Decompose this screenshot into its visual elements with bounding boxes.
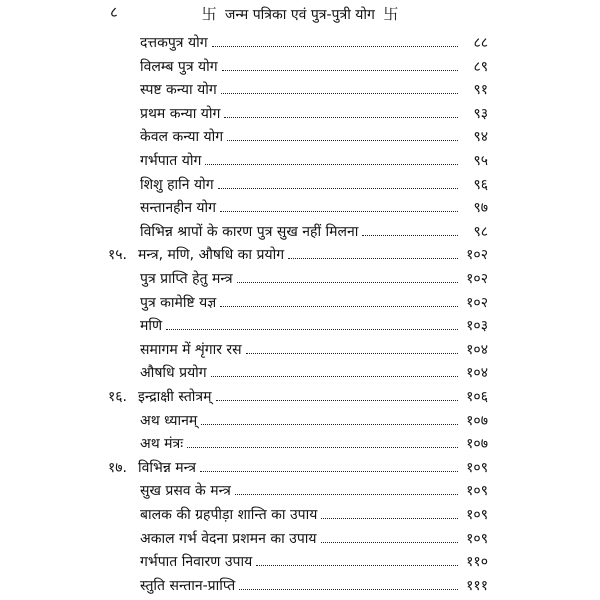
toc-chapter-number: १६. [108,389,128,405]
toc-page-number: ९१ [473,82,488,99]
toc-chapter-row [108,384,488,406]
toc-page-number: १०९ [466,459,488,476]
dot-leader [237,281,458,283]
toc-entry-label: गर्भपात निवारण उपाय [140,554,253,571]
dot-leader [362,234,458,236]
toc-entry-row [140,266,488,288]
page-number: ८ [110,3,118,21]
toc-page-number: ११० [466,554,488,571]
toc-entry-row [140,431,488,453]
toc-entry-row [140,124,488,146]
toc-entry-label: स्तुति सन्तान-प्राप्ति [140,577,236,594]
dot-leader [218,187,458,189]
toc-page-number: १०९ [466,507,488,523]
toc-page-number: ८८ [473,35,488,51]
page-header [0,0,600,28]
dot-leader [321,517,458,519]
toc-page-number: १०९ [466,483,488,500]
toc-entry-row [140,360,488,382]
dot-leader [321,541,458,543]
toc-entry-label: विभिन्न श्रापों के कारण पुत्र सुख नहीं मिलना [140,223,359,240]
toc-page-number: १०३ [466,318,488,335]
toc-entry-row [140,478,488,500]
toc-chapter-row [108,455,488,477]
toc-entry-row [140,195,488,217]
toc-chapter-row [108,242,488,264]
toc-entry-row [140,54,488,76]
toc-page-number: १०२ [466,247,488,264]
dot-leader [222,69,458,71]
toc-entry-label: अथ मंत्रः [140,436,184,453]
dot-leader [256,564,458,566]
toc-entry-label: केवल कन्या योग [140,129,224,146]
toc-page-number: १०७ [466,412,488,429]
toc-page-number: ८९ [473,58,488,75]
toc-entry-label: मन्त्र, मणि, औषधि का प्रयोग [138,247,285,264]
toc-page-number: ९३ [473,105,488,122]
toc-entry-row [140,526,488,548]
dot-leader [220,210,458,212]
dot-leader [235,493,458,495]
toc-page-number: ९५ [473,153,488,169]
toc-entry-row [140,502,488,524]
dot-leader [216,399,458,401]
toc-entry-row [140,172,488,194]
toc-entry-label: दत्तकपुत्र योग [140,35,208,51]
toc-entry-row [140,101,488,123]
dot-leader [227,139,458,141]
toc-chapter-number: १७. [108,459,128,476]
swastika-left-icon: 卐 [201,5,217,23]
toc-page-number: १०२ [466,271,488,287]
toc-entry-label: मणि [140,318,163,335]
dot-leader [288,257,458,259]
toc-entry-label: शिशु हानि योग [140,176,214,193]
toc-entry-label: प्रथम कन्या योग [140,105,221,122]
toc-entry-row [140,408,488,430]
dot-leader [239,588,458,590]
toc-page-number: ९४ [473,129,488,146]
dot-leader [212,45,458,47]
toc-entry-row [140,313,488,335]
dot-leader [221,92,458,94]
dot-leader [187,446,458,448]
toc-entry-label: स्पष्ट कन्या योग [140,82,217,99]
toc-entry-label: गर्भपात योग [140,153,202,169]
toc-entry-label: विभिन्न मन्त्र [138,459,196,476]
toc-entry-row [140,573,488,595]
dot-leader [200,470,458,472]
toc-entry-label: बालक की ग्रहपीड़ा शान्ति का उपाय [140,507,318,523]
toc-page-number: १०९ [466,530,488,547]
toc-entry-label: पुत्र प्राप्ति हेतु मन्त्र [140,271,233,287]
toc-entry-row [140,77,488,99]
toc-page-number: १०४ [466,341,488,358]
toc-entry-label: सुख प्रसव के मन्त्र [140,483,231,500]
toc-entry-label: विलम्ब पुत्र योग [140,58,218,75]
toc-entry-row [140,30,488,52]
toc-entry-label: इन्द्राक्षी स्तोत्रम् [138,389,212,405]
dot-leader [220,305,458,307]
dot-leader [201,423,458,425]
dot-leader [224,116,458,118]
toc-chapter-number: १५. [108,247,128,264]
running-title [0,3,600,24]
toc-page-number: १०७ [466,436,488,453]
toc-entry-row [140,219,488,241]
toc-entry-row [140,148,488,170]
toc-page-number: १०२ [466,294,488,311]
toc-entry-label: अकाल गर्भ वेदना प्रशमन का उपाय [140,530,317,547]
toc-page-number: १०६ [466,389,488,405]
toc-entry-label: अथ ध्यानम् [140,412,198,429]
dot-leader [205,163,458,165]
dot-leader [211,375,458,377]
toc-entry-label: औषधि प्रयोग [140,365,207,382]
toc-entry-row [140,337,488,359]
toc-page-number: ९७ [473,200,488,217]
toc-entry-row [140,290,488,312]
running-title-text: जन्म पत्रिका एवं पुत्र-पुत्री योग [225,7,375,23]
toc-entry-label: समागम में शृंगार रस [140,341,242,358]
toc-page-number: १११ [466,577,488,594]
toc-page-number: ९६ [473,176,488,193]
dot-leader [166,328,458,330]
toc-entry-label: सन्तानहीन योग [140,200,217,217]
toc-page-number: ९८ [473,223,488,240]
swastika-right-icon: 卐 [383,5,399,23]
toc-entry-label: पुत्र कामेष्टि यज्ञ [140,294,217,311]
toc-page-number: १०४ [466,365,488,382]
dot-leader [246,352,458,354]
toc-entry-row [140,549,488,571]
